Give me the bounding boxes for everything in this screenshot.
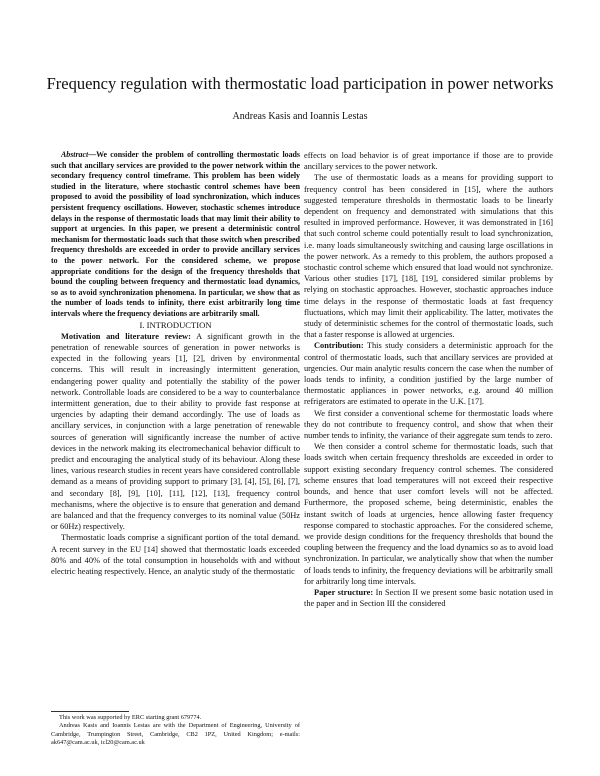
footnote-rule	[51, 711, 129, 712]
paragraph-text: A significant growth in the penetration of renewable sources of generation in power networks is expected in the following years [1], [2], driven by environmental concerns. This will result in increasingly intermittent generation, endangering power quality and potentially the stability of the power network. Controllable loads are considered to be a way to counterbalance intermittent generation, due to their ability to provide fast response at urgencies by adapting their demand accordingly. The use of loads as ancillary services, in conjunction with a large penetration of renewable sources of generation will significantly increase the number of active devices in the network making its electromechanical behavior difficult to predict and encouraging the analytical study of its behaviour. Along these lines, various research studies in recent years have considered controllable demand as a means of providing support to primary [3], [4], [5], [6], [7], and secondary [8], [9], [10], [11], [12], [13], frequency control mechanisms, where the objective is to ensure that generation and demand are balanced and that the frequency converges to its nominal value (50Hz or 60Hz) respectively.	[51, 331, 301, 532]
body-paragraph	[304, 587, 553, 609]
footnote-funding: This work was supported by ERC starting grant 679774.	[59, 714, 202, 721]
paragraph-text: In Section II we present some basic notation used in the paper and in Section III the considered	[304, 587, 553, 609]
paper-authors: Andreas Kasis and Ioannis Lestas	[232, 111, 368, 122]
abstract-text: —We consider the problem of controlling thermostatic loads such that ancillary services are provided to the power network within the secondary frequency control timeframe. This problem has been widely studied in the literature, where stochastic control schemes have been proposed to avoid the possibility of load synchronization, which induces persistent frequency oscillations. However, stochastic schemes introduce delays in the response of thermostatic loads that may limit their ability to support at urgencies. In this paper, we present a deterministic control mechanism for thermostatic loads such that those switch when prescribed frequency thresholds are exceeded in order to provide ancillary services to the power network. For the considered scheme, we propose appropriate conditions for the design of the frequency thresholds that bound the coupling between frequency and thermostatic load dynamics, so as to avoid synchronization phenomena. In particular, we show that as the number of loads tends to infinity, there exist arbitrarily long time intervals where the frequency deviations are arbitrarily small.	[51, 150, 300, 318]
left-column	[51, 150, 300, 577]
footnotes	[51, 714, 300, 748]
body-paragraph	[304, 340, 553, 407]
abstract	[51, 150, 300, 320]
paragraph-text: The use of thermostatic loads as a means for providing support to frequency control has been considered in [15], where the authors suggested temperature thresholds in thermostatic loads to be linearly dependent on frequency and demonstrated with simulations that this resulted in improved performance. However, it was demonstrated in [16] that such control scheme could potentially result to load synchronization, i.e. many loads simultaneously switching and causing large oscillations in the power network. As a remedy to this problem, the authors proposed a stochastic control scheme which ensured that load would not synchronize. Various other studies [17], [18], [19], considered similar problems by relying on stochastic approaches. However, stochastic approaches induce time delays in the response of thermostatic loads at fast frequency fluctuations, which may limit their applicability. The latter, motivates the study of deterministic schemes for the control of thermostatic loads, such that a faster response is allowed at urgencies.	[304, 173, 553, 340]
body-paragraph	[304, 441, 553, 587]
body-paragraph	[304, 408, 553, 442]
body-paragraph	[51, 532, 300, 577]
left-paragraphs	[51, 331, 300, 577]
abstract-label: Abstract	[61, 150, 89, 159]
body-paragraph	[304, 150, 553, 172]
paragraph-text: We then consider a control scheme for thermostatic loads, such that loads switch when certain frequency thresholds are exceeded in order to support existing secondary frequency control schemes. The considered scheme ensures that load temperatures will not exceed their respective bounds, and hence that user comfort levels will not be affected. Furthermore, the proposed scheme, being deterministic, enables the instant switch of loads at urgencies, hence allowing faster frequency response compared to stochastic approaches. For the considered scheme, we provide design conditions for the frequency thresholds that bound the coupling between the frequency and the load dynamics so as to avoid load synchronization. In particular, we analytically show that when the number of loads tends to infinity, the frequency deviations will be arbitrarily small for arbitrarily long time intervals.	[304, 442, 553, 586]
paragraph-runin-heading: Motivation and literature review:	[61, 331, 191, 341]
paragraph-runin-heading: Contribution:	[314, 341, 364, 351]
paragraph-text: Thermostatic loads comprise a significant portion of the total demand. A recent survey in the EU [14] showed that thermostatic loads exceeded 80% and 40% of the total consumption in households with and without electric heating respectively. Hence, an analytic study of the thermostatic	[51, 533, 300, 576]
body-paragraph	[51, 331, 300, 533]
right-column	[304, 150, 553, 609]
paragraph-runin-heading: Paper structure:	[314, 587, 374, 597]
section-heading-introduction: I. INTRODUCTION	[139, 319, 212, 330]
paragraph-text: effects on load behavior is of great importance if those are to provide ancillary services to the power network.	[304, 151, 553, 172]
footnote-affiliation: Andreas Kasis and Ioannis Lestas are with the Department of Engineering, University of Cambridge, Trumpington Street, Cambridge, CB2 1PZ, United Kingdom; e-mails: ak647@cam.ac.uk, icl20@cam.ac.uk	[51, 722, 300, 747]
paragraph-text: This study considers a deterministic approach for the control of thermostatic loads, such that ancillary services are provided at urgencies. Our main analytic results concern the case when the number of loads tends to infinity, a condition justified by the large number of thermostatic appliances in power networks, e.g. around 40 million refrigerators are estimated to operate in the U.K. [17].	[304, 341, 553, 407]
paper-title: Frequency regulation with thermostatic load participation in power networks	[46, 74, 554, 93]
paragraph-text: We first consider a conventional scheme for thermostatic loads where they do not contribute to frequency control, and show that when their number tends to infinity, the variance of their aggregate sum tends to zero.	[304, 408, 553, 441]
right-paragraphs	[304, 150, 553, 609]
body-paragraph	[304, 172, 553, 340]
